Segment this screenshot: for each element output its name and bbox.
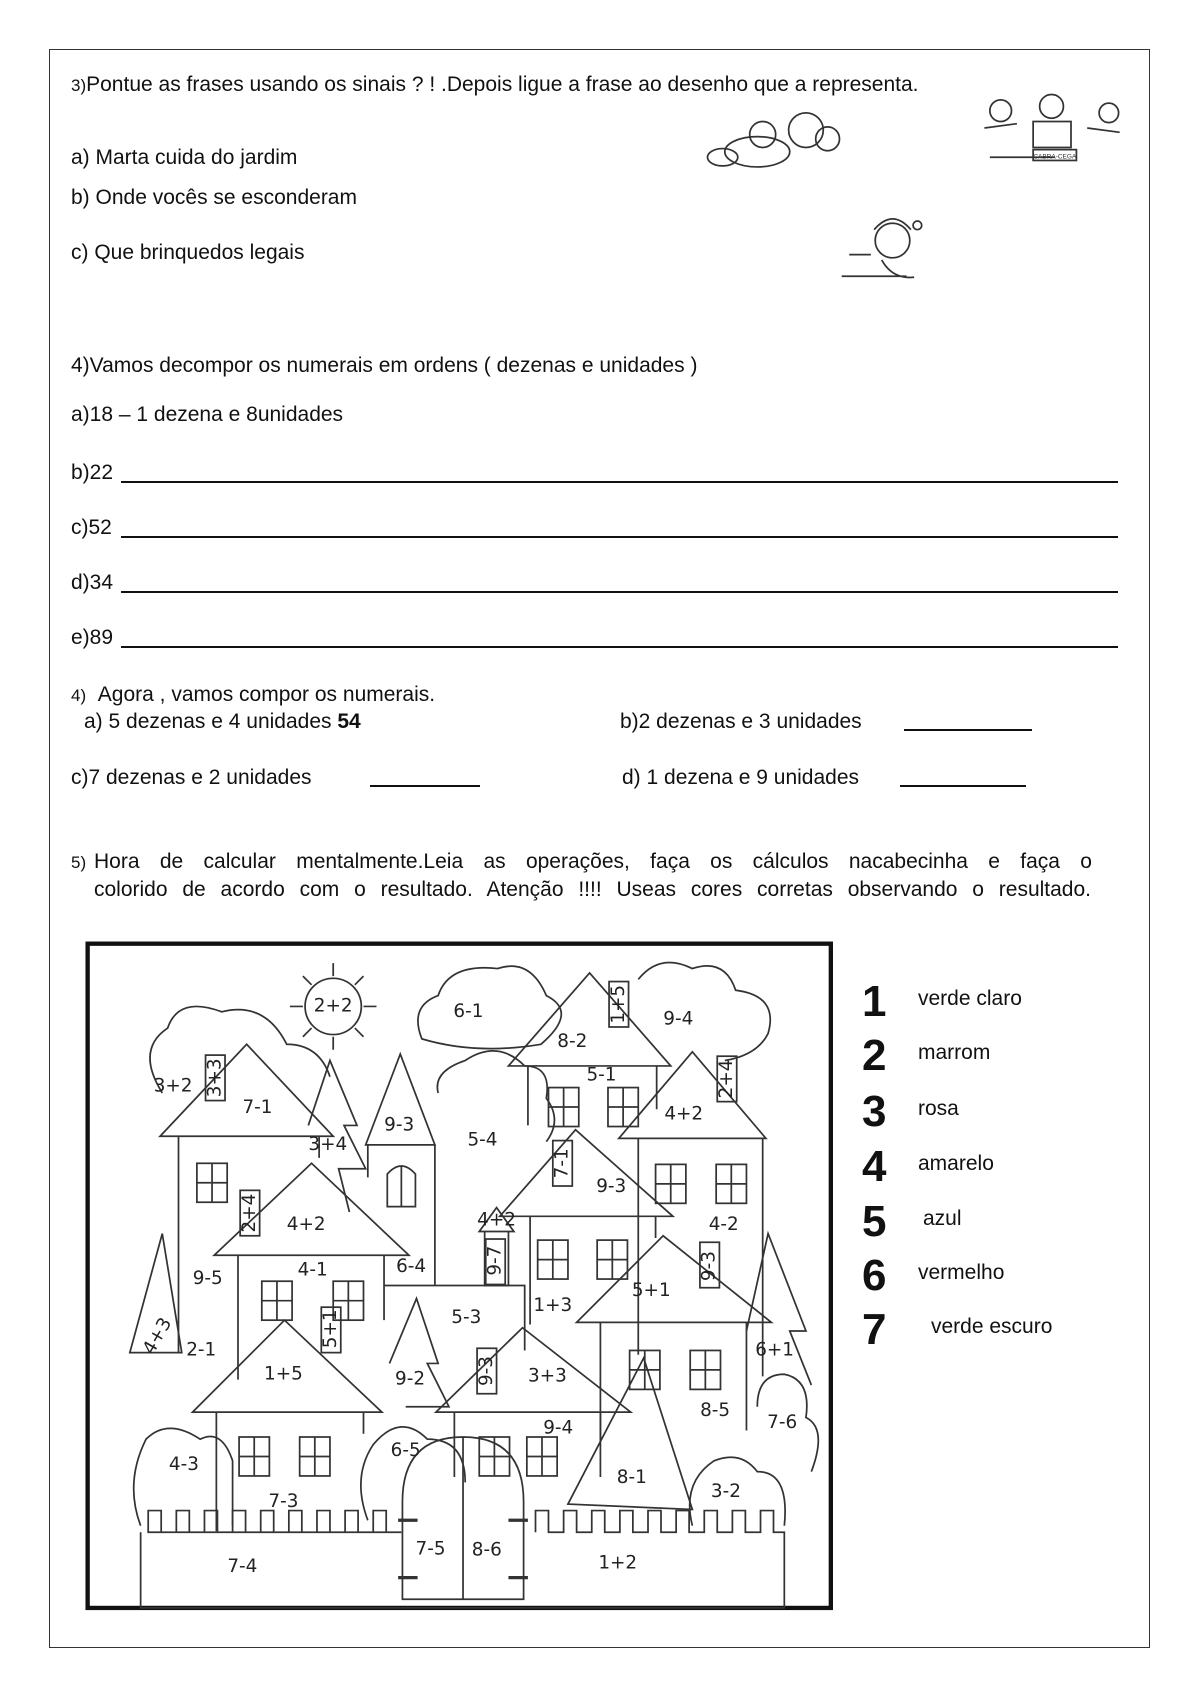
- q3-number: 3): [71, 76, 87, 95]
- legend-color-label: verde escuro: [931, 1315, 1053, 1338]
- picture-operation-label: 4-1: [297, 1259, 328, 1281]
- picture-operation-label: 9-3: [384, 1114, 415, 1136]
- legend-color-label: marrom: [918, 1041, 991, 1064]
- q4b-a-text: a) 5 dezenas e 4 unidades: [84, 710, 338, 733]
- picture-operation-label: 6-1: [453, 1000, 484, 1022]
- q4b-a-answer: 54: [337, 710, 361, 733]
- picture-operation-label: 9-4: [543, 1417, 574, 1439]
- picture-operation-label: 6-5: [390, 1440, 421, 1462]
- picture-operation-label: 7-6: [767, 1411, 798, 1433]
- q4b-item-d: d) 1 dezena e 9 unidades: [622, 766, 860, 789]
- picture-operation-label: 7-1: [551, 1148, 573, 1179]
- picture-operation-label: 5+1: [631, 1279, 671, 1301]
- q4b-item-c: c)7 dezenas e 2 unidades: [71, 766, 312, 789]
- q4b-item-b: b)2 dezenas e 3 unidades: [620, 710, 862, 733]
- picture-operation-label: 3+3: [528, 1365, 567, 1387]
- picture-operation-label: 9-3: [475, 1356, 497, 1387]
- picture-operation-label: 2+2: [313, 995, 353, 1017]
- picture-operation-label: 9-2: [395, 1368, 426, 1390]
- q4-item-e: e)89: [71, 626, 114, 649]
- picture-operation-label: 1+5: [607, 984, 629, 1024]
- q4b-title: Agora , vamos compor os numerais.: [97, 683, 436, 706]
- picture-operation-label: 6-4: [396, 1256, 427, 1278]
- q4-item-d: d)34: [71, 571, 114, 594]
- q4-example: a)18 – 1 dezena e 8unidades: [71, 403, 344, 426]
- picture-operation-label: 9-5: [192, 1268, 223, 1290]
- picture-operation-label: 3-2: [710, 1481, 741, 1503]
- picture-operation-label: 5-3: [451, 1307, 482, 1328]
- q3-item-b: b) Onde vocês se esconderam: [71, 186, 357, 209]
- children-playing-illustration: [984, 94, 1119, 160]
- girl-gardening-illustration: [842, 219, 922, 278]
- legend-number: 4: [862, 1142, 887, 1191]
- legend-color-label: verde claro: [918, 987, 1022, 1010]
- picture-operation-label: 3+3: [204, 1058, 226, 1098]
- q4b-number: 4): [71, 686, 87, 705]
- picture-operation-label: 2+4: [238, 1193, 260, 1233]
- q3-item-c: c) Que brinquedos legais: [71, 241, 305, 264]
- q5-line-1: Hora de calcular mentalmente.Leia as operações, faça os cálculos nacabecinha e faça o: [94, 850, 1092, 873]
- picture-operation-label: 3+2: [153, 1075, 193, 1097]
- legend-number: 3: [862, 1087, 887, 1136]
- picture-operation-label: 2+4: [715, 1059, 737, 1099]
- picture-operation-label: 1+2: [598, 1552, 638, 1574]
- legend-color-label: vermelho: [918, 1261, 1005, 1284]
- legend-color-label: rosa: [918, 1097, 959, 1120]
- legend-color-label: amarelo: [918, 1152, 994, 1175]
- picture-operation-label: 2-1: [186, 1339, 217, 1361]
- picture-operation-label: 4+2: [664, 1103, 704, 1125]
- q4-item-c: c)52: [71, 516, 112, 539]
- picture-operation-label: 4-2: [708, 1213, 739, 1235]
- q3-instruction: Pontue as frases usando os sinais ? ! .Depois ligue a frase ao desenho que a representa.: [86, 73, 919, 96]
- picture-operation-label: 9-7: [484, 1245, 506, 1276]
- picture-operation-label: 7-4: [227, 1555, 258, 1577]
- legend-number: 1: [862, 977, 887, 1026]
- q4-item-b: b)22: [71, 461, 114, 484]
- picture-operation-label: 5+1: [320, 1309, 342, 1349]
- picture-operation-label: 1+5: [264, 1363, 303, 1385]
- picture-operation-label: 7-5: [415, 1538, 446, 1560]
- cabra-cega-caption: CABRA-CEGA: [1033, 153, 1077, 161]
- legend-number: 2: [862, 1031, 887, 1080]
- picture-operation-label: 8-6: [471, 1539, 502, 1561]
- picture-operation-label: 4+3: [138, 1314, 177, 1359]
- picture-operation-label: 7-3: [268, 1490, 299, 1512]
- picture-operation-label: 9-4: [663, 1008, 694, 1030]
- toys-illustration: [708, 113, 840, 167]
- picture-operation-label: 9-3: [596, 1176, 627, 1198]
- q5-number: 5): [71, 853, 87, 872]
- picture-operation-label: 3+4: [308, 1133, 348, 1155]
- picture-operation-label: 8-5: [700, 1400, 731, 1422]
- gate: [402, 1437, 523, 1599]
- picture-operation-label: 5-4: [467, 1129, 498, 1151]
- picture-operation-label: 5-1: [586, 1064, 617, 1086]
- picture-operation-label: 9-3: [698, 1251, 720, 1282]
- legend-number: 7: [862, 1305, 887, 1354]
- picture-operation-label: 6+1: [755, 1339, 794, 1361]
- picture-operation-label: 4+2: [477, 1209, 516, 1231]
- picture-operation-label: 8-2: [557, 1031, 588, 1053]
- q4-title: 4)Vamos decompor os numerais em ordens ( dezenas e unidades ): [71, 354, 698, 377]
- picture-operation-label: 1+3: [533, 1295, 573, 1317]
- picture-operation-label: 7-1: [242, 1097, 273, 1119]
- legend-number: 6: [862, 1251, 887, 1300]
- picture-operation-label: 8-1: [616, 1467, 647, 1489]
- legend-number: 5: [862, 1197, 887, 1246]
- q5-line-2: colorido de acordo com o resultado. Atenção !!!! Useas cores corretas observando o resultado.: [94, 878, 1091, 901]
- legend-color-label: azul: [923, 1207, 962, 1230]
- picture-operation-label: 4+2: [286, 1213, 326, 1235]
- q3-item-a: a) Marta cuida do jardim: [71, 146, 298, 169]
- picture-operation-label: 4-3: [168, 1454, 199, 1476]
